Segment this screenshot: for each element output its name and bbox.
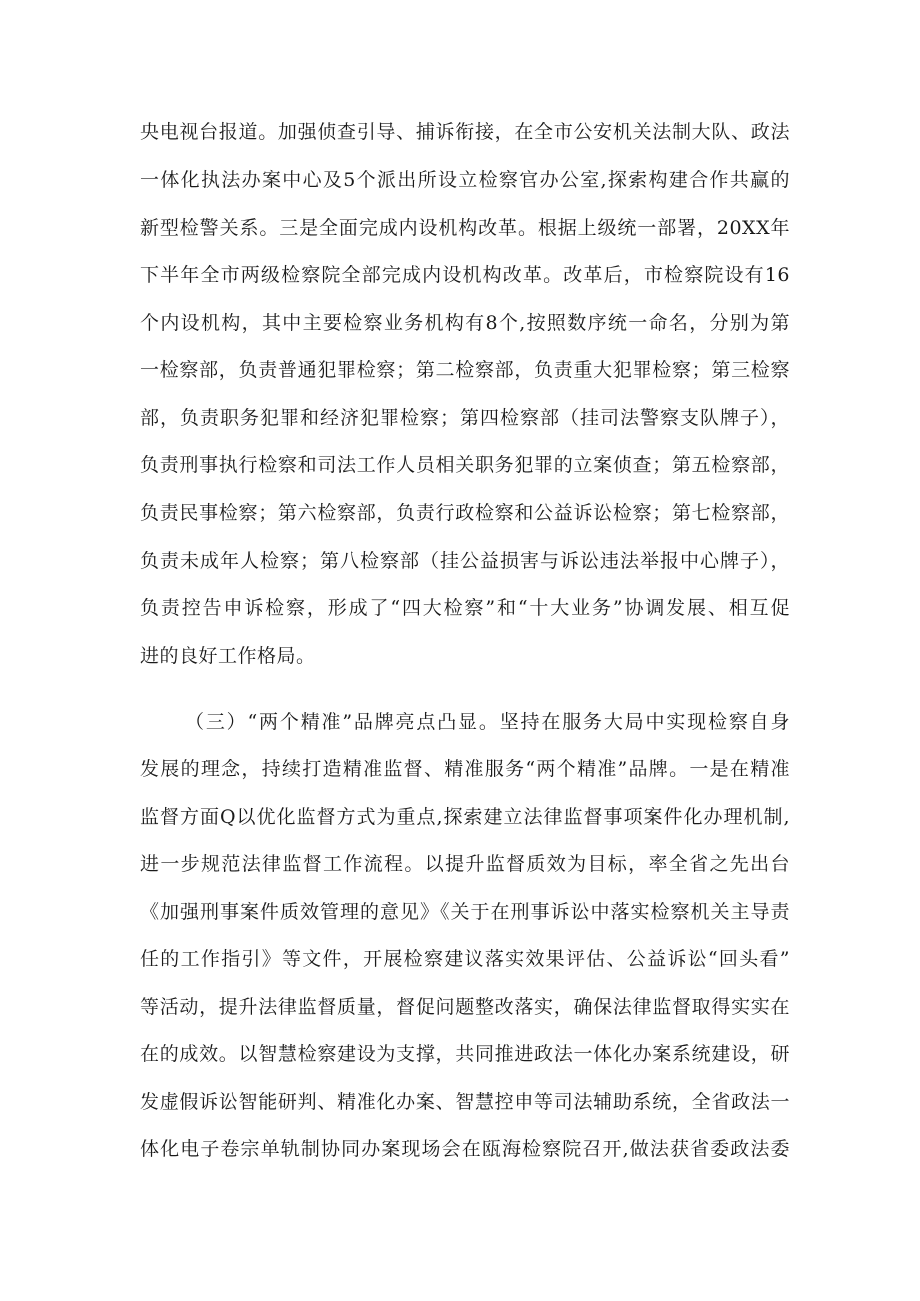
paragraph-2-line-10: 体化电子卷宗单轨制协同办案现场会在瓯海检察院召开,做法获省委政法委 xyxy=(140,1138,790,1160)
paragraph-2-line-4: 进一步规范法律监督工作流程。以提升监督质效为目标，率全省之先出台 xyxy=(140,853,790,875)
paragraph-1-line-10: 负责未成年人检察；第八检察部（挂公益损害与诉讼违法举报中心牌子）， xyxy=(140,550,790,572)
paragraph-1-line-5: 个内设机构，其中主要检察业务机构有8个,按照数序统一命名，分别为第 xyxy=(140,312,790,334)
paragraph-1-line-3: 新型检警关系。三是全面完成内设机构改革。根据上级统一部署，20XX年 xyxy=(140,217,790,239)
paragraph-1-line-11: 负责控告申诉检察，形成了“四大检察”和“十大业务”协调发展、相互促 xyxy=(140,597,790,619)
paragraph-2-line-7: 等活动，提升法律监督质量，督促问题整改落实，确保法律监督取得实实在 xyxy=(140,996,790,1018)
paragraph-1-line-9: 负责民事检察；第六检察部，负责行政检察和公益诉讼检察；第七检察部， xyxy=(140,502,790,524)
paragraph-1-line-12: 进的良好工作格局。 xyxy=(140,645,316,667)
paragraph-2-line-5: 《加强刑事案件质效管理的意见》《关于在刑事诉讼中落实检察机关主导责 xyxy=(140,901,790,923)
paragraph-1-line-2: 一体化执法办案中心及5个派出所设立检察官办公室,探索构建合作共赢的 xyxy=(140,169,790,191)
paragraph-2-line-6: 任的工作指引》等文件，开展检察建议落实效果评估、公益诉讼“回头看” xyxy=(140,948,790,970)
paragraph-1-line-4: 下半年全市两级检察院全部完成内设机构改革。改革后，市检察院设有16 xyxy=(140,264,790,286)
paragraph-2-line-8: 在的成效。以智慧检察建设为支撑，共同推进政法一体化办案系统建设，研 xyxy=(140,1043,790,1065)
paragraph-1-line-6: 一检察部，负责普通犯罪检察；第二检察部，负责重大犯罪检察；第三检察 xyxy=(140,359,790,381)
paragraph-1-line-7: 部，负责职务犯罪和经济犯罪检察；第四检察部（挂司法警察支队牌子）， xyxy=(140,407,790,429)
paragraph-2-line-3: 监督方面Q以优化监督方式为重点,探索建立法律监督事项案件化办理机制, xyxy=(140,806,790,828)
paragraph-2-line-1: （三）“两个精准”品牌亮点凸显。坚持在服务大局中实现检察自身 xyxy=(185,711,790,733)
paragraph-2-line-2: 发展的理念，持续打造精准监督、精准服务“两个精准”品牌。一是在精准 xyxy=(140,758,790,780)
paragraph-1-line-1: 央电视台报道。加强侦查引导、捕诉衔接，在全市公安机关法制大队、政法 xyxy=(140,121,790,143)
paragraph-2-line-9: 发虚假诉讼智能研判、精准化办案、智慧控申等司法辅助系统，全省政法一 xyxy=(140,1091,790,1113)
paragraph-1-line-8: 负责刑事执行检察和司法工作人员相关职务犯罪的立案侦查；第五检察部， xyxy=(140,454,790,476)
